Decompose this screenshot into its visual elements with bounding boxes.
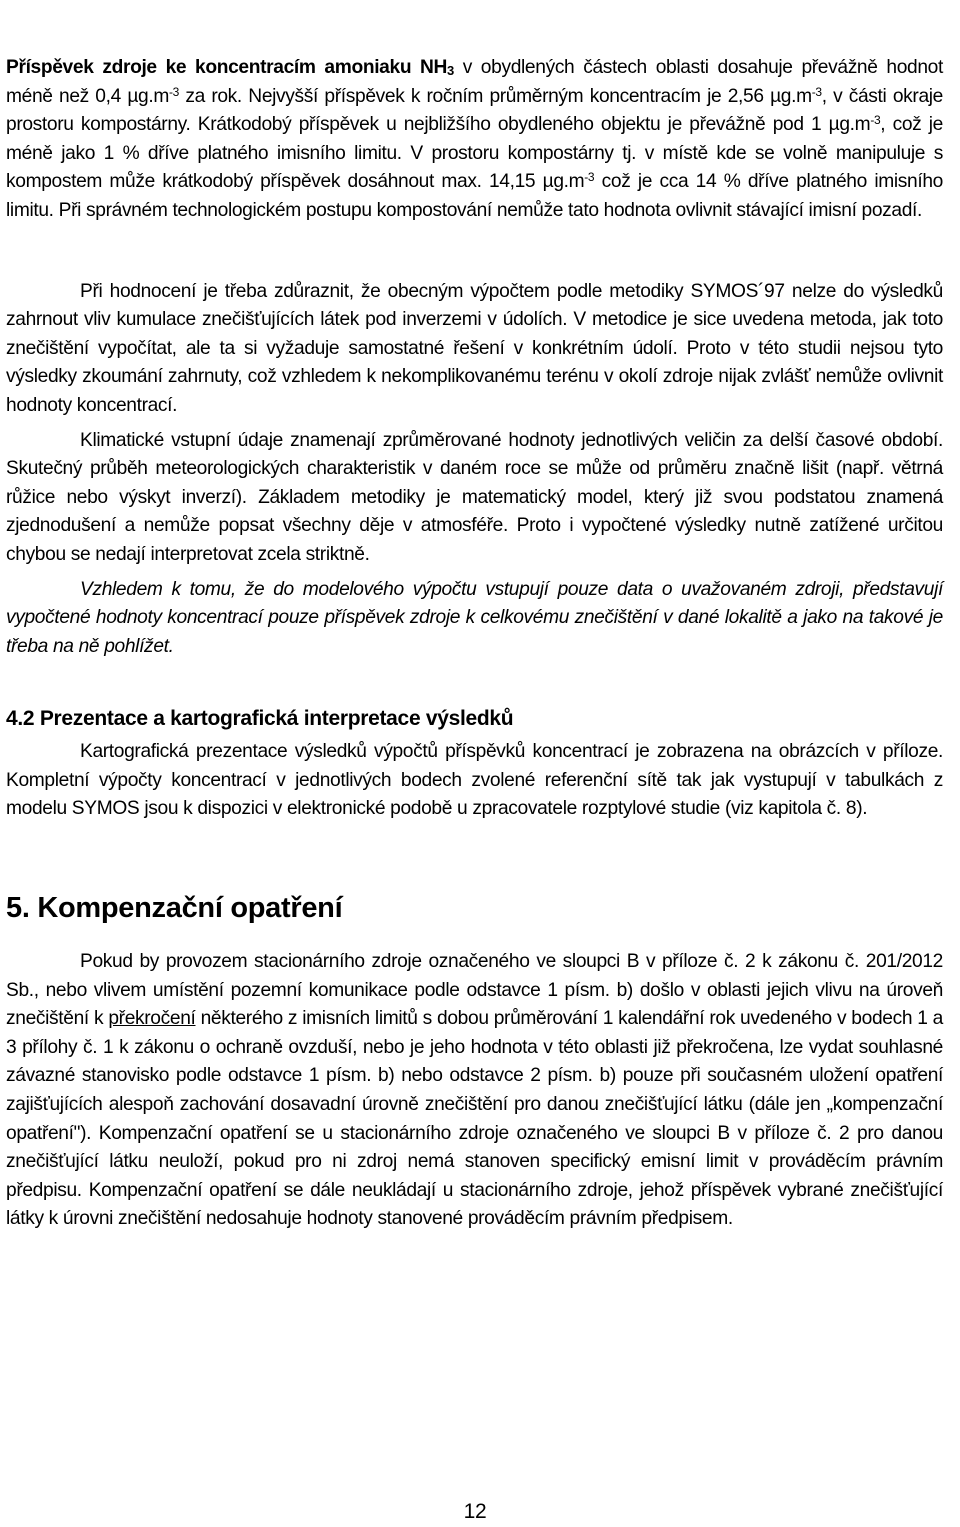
text-run: , v části okraje prostoru kompostárny. Krátkodobý příspěvek u nejbližšího obydleného objektu je převážně pod 1 µg.m bbox=[6, 85, 943, 136]
section-4-2-heading: 4.2 Prezentace a kartografická interpretace výsledků bbox=[6, 707, 514, 731]
ammonia-bold-lead bbox=[6, 57, 454, 78]
text-run: v obydlených částech oblasti dosahuje převážně hodnot méně než 0,4 µg.m bbox=[6, 57, 943, 107]
superscript: -3 bbox=[168, 84, 179, 99]
superscript: -3 bbox=[584, 170, 595, 185]
italic-note: Vzhledem k tomu, že do modelového výpočtu vstupují pouze data o uvažovaném zdroji, představují vypočtené hodnoty koncentrací pouze příspěvek zdroje k celkovému znečištění v dané lokalitě a jako na takové je třeba na ně pohlížet. bbox=[6, 578, 943, 657]
superscript: -3 bbox=[870, 113, 881, 128]
text-run: některého z imisních limitů s dobou průměrování 1 kalendářní rok uvedeného v bodech 1 a 3 přílohy č. 1 k zákonu o ochraně ovzduší, nebo je jeho hodnota v této oblasti již překročena, lze vydat souhlasné závazné stanovisko podle odstavce 1 písm. b) nebo odstavce 2 písm. b) pouze při současném uložení opatření zajišťujících alespoň zachování dosavadní úrovně znečištění pro danou znečišťující látku (dále jen „kompenzační opatření"). Kompenzační opatření se u stacionárního zdroje označeného ve sloupci B v příloze č. 2 pro danou znečišťující látku neuloží, pokud pro ni zdroj nemá stanoven specifický emisní limit v prováděcím právním předpisu. Kompenzační opatření se dále neukládají u stacionárního zdroje, jehož příspěvek vybrané znečišťující látky k úrovni znečištění nedosahuje hodnoty stanovené prováděcím právním předpisem. bbox=[6, 1008, 943, 1230]
paragraph-compensation-measures bbox=[6, 948, 943, 1234]
text-run: za rok. Nejvyšší příspěvek k ročním průměrným koncentracím je 2,56 µg.m bbox=[178, 85, 812, 107]
text-run: což je cca 14 % dříve platného imisního limitu. Při správném technologickém postupu kompostování nemůže tato hodnota ovlivnit stávající imisní pozadí. bbox=[6, 171, 943, 221]
underlined-term: překročení bbox=[108, 1008, 196, 1030]
ammonia-lead-text: Příspěvek zdroje ke koncentracím amoniaku NH bbox=[6, 57, 448, 78]
superscript: -3 bbox=[811, 84, 822, 99]
page-number: 12 bbox=[463, 1500, 487, 1523]
section-5-heading: 5. Kompenzační opatření bbox=[6, 892, 343, 925]
paragraph-symos-limitation: Při hodnocení je třeba zdůraznit, že obecným výpočtem podle metodiky SYMOS´97 nelze do výsledků zahrnout vliv kumulace znečišťujících látek pod inverzemi v údolích. V metodice je sice uvedena metoda, jak toto znečištění vypočítat, ale ta si vyžaduje samostatné řešení v konkrétním údolí. Proto v této studii nejsou tyto výsledky zkoumání zahrnuty, což vzhledem k nekomplikovanému terénu v okolí zdroje nijak zvlášť nemůže ovlivnit hodnoty koncentrací. bbox=[6, 280, 943, 416]
document-page bbox=[6, 54, 943, 1234]
paragraph-climate-inputs: Klimatické vstupní údaje znamenají zprůměrované hodnoty jednotlivých veličin za delší časové období. Skutečný průběh meteorologických charakteristik v daném roce se může od průměru značně lišit (např. větrná růžice nebo výskyt inverzí). Základem metodiky je matematický model, který již svou podstatou znamená zjednodušení a nemůže popsat všechny děje v atmosféře. Proto i vypočtené výsledky nutně zatížené určitou chybou se nedají interpretovat zcela striktně. bbox=[6, 429, 943, 565]
text-run: , což je méně jako 1 % dříve platného imisního limitu. V prostoru kompostárny tj. v místě kde se volně manipuluje s kompostem může krátkodobý příspěvek dosáhnout max. 14,15 µg.m bbox=[6, 114, 943, 193]
subscript-3: 3 bbox=[447, 63, 454, 78]
paragraph-model-note bbox=[6, 576, 943, 662]
paragraph-cartographic-presentation: Kartografická prezentace výsledků výpočtů příspěvků koncentrací je zobrazena na obrázcích v příloze. Kompletní výpočty koncentrací v jednotlivých bodech zvolené referenční sítě tak jak vystupují v tabulkách z modelu SYMOS jsou k dispozici v elektronické podobě u zpracovatele rozptylové studie (viz kapitola č. 8). bbox=[6, 741, 943, 820]
text-run: Pokud by provozem stacionárního zdroje označeného ve sloupci B v příloze č. 2 k zákonu č. 201/2012 Sb., nebo vlivem umístění pozemní komunikace podle odstavce 1 písm. b) došlo v oblasti jejich vlivu na úroveň znečištění k bbox=[6, 951, 943, 1030]
paragraph-ammonia-contribution bbox=[6, 54, 943, 226]
